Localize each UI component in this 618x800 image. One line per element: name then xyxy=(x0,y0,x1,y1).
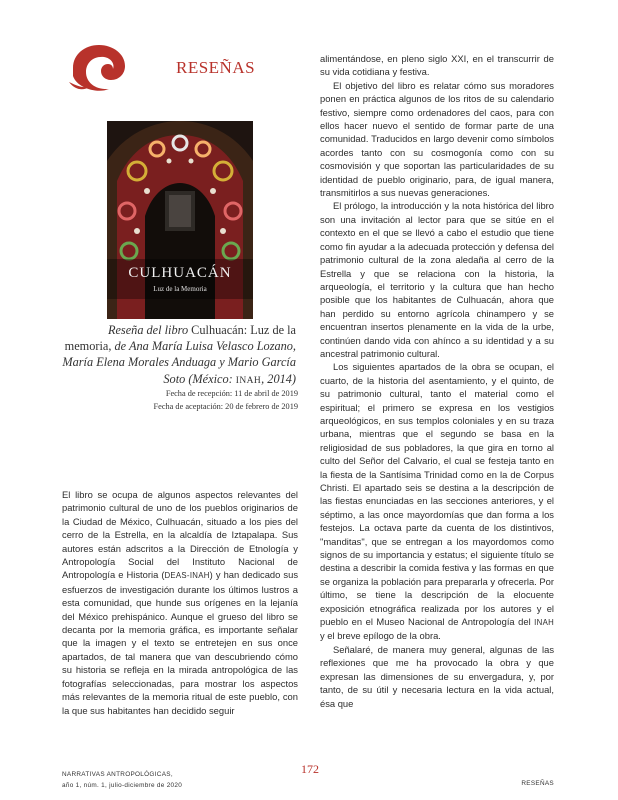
body-column-left xyxy=(62,488,298,717)
book-caption xyxy=(62,322,296,389)
cover-subtitle: Luz de la Memoria xyxy=(153,285,207,293)
cover-title: CULHUACÁN xyxy=(128,265,232,281)
paragraph: alimentándose, en pleno siglo XXI, en el transcurrir de su vida cotidiana y festiva. xyxy=(320,53,554,78)
section-title: RESEÑAS xyxy=(176,58,256,77)
paragraph: El libro se ocupa de algunos aspectos relevantes del patrimonio cultural de uno de los pueblos originarios de la Ciudad de México, Culhuacán, situado a los pies del cerro de la Estrella, en la alcaldía de Iztapalapa. Sus autores están adscritos a la Dirección de Etnología y Antropología Social del Instituto Nacional de Antropología e Historia (DEAS-INAH) y han dedicado sus esfuerzos de investigación durante los últimos lustros a esta comunidad, que hunde sus orígenes en la lejanía del México prehispánico. Aunque el grueso del libro se decanta por la memoria gráfica, es importante señalar que la imagen y el texto se entretejen en sus once apartados, de tal manera que van descubriendo cómo su historia se refleja en la mirada antropológica de las fotografías seleccionadas, para mostrar los aspectos más relevantes de la memoria ritual de este pueblo, con la que sus habitantes han decidido seguir xyxy=(62,489,299,716)
footer-section: RESEÑAS xyxy=(521,780,554,787)
journal-issue: año 1, núm. 1, julio-diciembre de 2020 xyxy=(62,782,183,789)
page-number: 172 xyxy=(301,762,319,776)
book-cover-image xyxy=(107,121,253,319)
caption-authors: de Ana María Luisa Velasco Lozano, María Elena Morales Anduaga y Mario García Soto (México: xyxy=(62,339,296,386)
journal-logo xyxy=(65,42,133,94)
paragraph: Señalaré, de manera muy general, algunas de las reflexiones que me ha provocado la obra y que expresan las dimensiones de su envergadura, y, por tanto, de su útil y necesaria lectura en la vida actual, ésa que xyxy=(320,643,554,709)
paragraph: El objetivo del libro es relatar cómo sus moradores ponen en práctica algunos de los ritos de su calendario festivo, siempre como ordenadores del caos, para con ellos hacer nuevo el sentido de formar parte de una comunidad. Traducidos en largo devenir como símbolos acordes tanto con su cosmogonía como con su cosmovisión y que soportan las particularidades de su identidad de pueblo originario, para, de igual manera, transmitirlos a sus nuevas generaciones. xyxy=(320,79,554,199)
reception-date: Fecha de recepción: 11 de abril de 2019 xyxy=(165,389,298,398)
paragraph: Los siguientes apartados de la obra se ocupan, el cuarto, de la historia del asentamiento, y el quinto, de su patrimonio cultural, tanto el material como el espiritual; el primero se expresa en los vestigios arqueológicos, en sus templos coloniales y en su traza urbana, mientras que el segundo se basa en la religiosidad de sus pobladores, la que gira en torno al culto del Señor del Calvario, el cual se festeja tanto en la fiesta de la Santísima Trinidad como en la de Corpus Christi. El apartado seis se destina a la descripción de las fiestas enunciadas en las secciones anteriores, y el séptimo, a las once mayordomías que dan forma a los festejos. La octava parte da cuenta de los distintivos, "manditas", que se entregan a los mayordomos como signos de su importancia y estatus; el siguiente título se destina a describir la comida festiva y las formas en que se organiza la población para prepararla y ofrecerla. Por último, se tiene la descripción de la elocuente exposición etnográfica realizada por los autores y el pueblo en el Museo Nacional de Antropología del INAH y el breve epílogo de la obra. xyxy=(320,361,554,642)
paragraph: El prólogo, la introducción y la nota histórica del libro son una invitación al lector para que se sitúe en el contexto en el que se llevó a cabo el estudio que tiene como fin ayudar a la adecuada protección y defensa del patrimonio cultural de la zona aledaña al cerro de la Estrella y que se relaciona con la historia, la arqueología, el territorio y la cultura que han hecho posible que los habitantes de Culhuacán, ahora que han perdido su entorno agrícola chinampero y se encuentran insertos plenamente en la vida de la urbe, continúen dando vida con ahínco a su identidad y a su ancestral patrimonio cultural. xyxy=(320,200,554,359)
footer-journal xyxy=(62,769,182,791)
body-column-right xyxy=(320,52,554,710)
caption-year: , 2014) xyxy=(261,371,296,386)
journal-name: NARRATIVAS ANTROPOLÓGICAS, xyxy=(62,771,173,778)
caption-prefix: Reseña del libro xyxy=(107,323,192,337)
submission-dates xyxy=(62,387,298,413)
caption-publisher: INAH xyxy=(235,375,262,386)
caption-book-title: Culhuacán: Luz de la memoria, xyxy=(64,323,296,354)
acceptance-date: Fecha de aceptación: 20 de febrero de 2019 xyxy=(153,402,298,411)
